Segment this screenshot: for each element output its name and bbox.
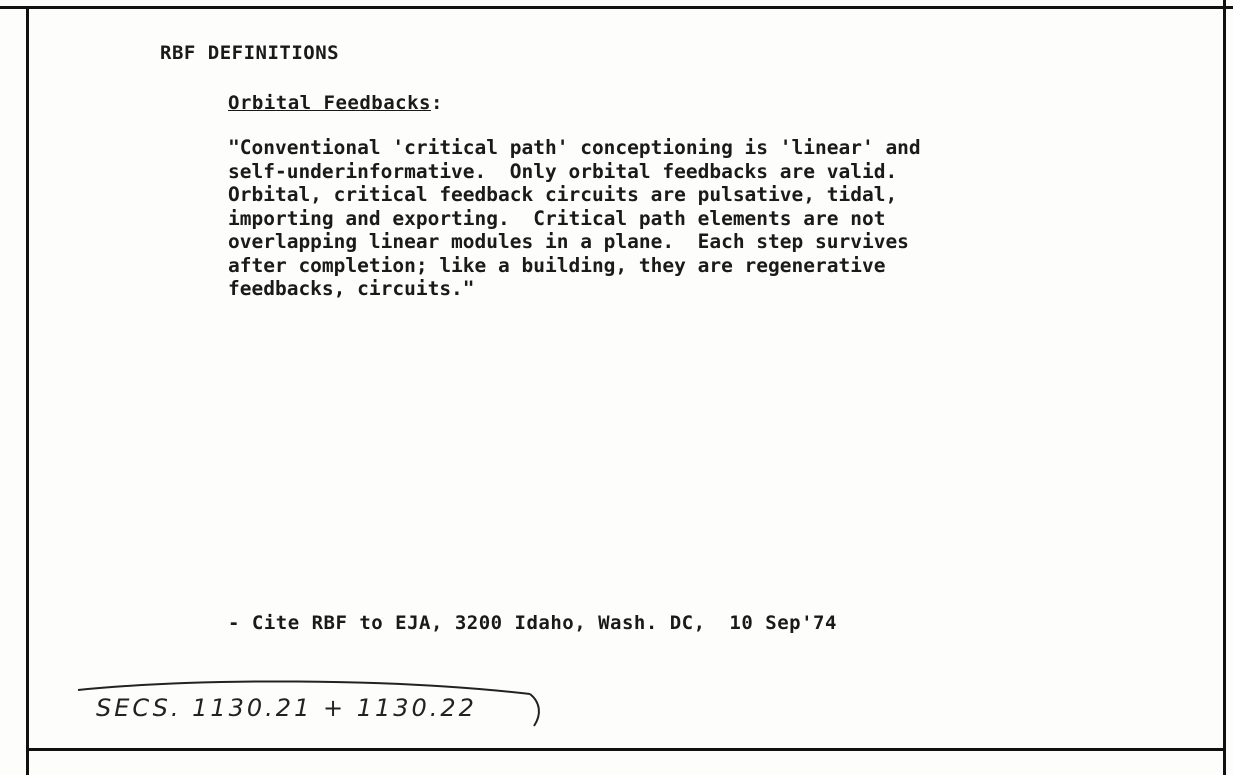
quote-line: overlapping linear modules in a plane. Each step survives — [228, 230, 909, 253]
quote-line: after completion; like a building, they are regenerative — [228, 253, 886, 277]
quote-line: self-underinformative. Only orbital feedbacks are valid. — [228, 159, 898, 183]
handwritten-note-text: SECS. 1130.21 + 1130.22 — [96, 694, 477, 722]
card-border-left — [26, 6, 29, 775]
quote-line: feedbacks, circuits." — [228, 277, 475, 300]
card-border-top — [0, 6, 1233, 9]
handwritten-note — [60, 676, 580, 736]
definition-quote — [228, 136, 1128, 301]
card-heading: RBF DEFINITIONS — [160, 42, 340, 64]
quote-line: importing and exporting. Critical path elements are not — [228, 206, 886, 230]
term-title-colon: : — [430, 92, 443, 114]
card-border-bottom — [26, 748, 1226, 751]
term-title-text: Orbital Feedbacks — [228, 92, 431, 114]
quote-line: Orbital, critical feedback circuits are pulsative, tidal, — [228, 183, 898, 206]
card-border-right — [1223, 0, 1226, 775]
citation-line: - Cite RBF to EJA, 3200 Idaho, Wash. DC, 10 Sep'74 — [228, 612, 837, 634]
term-title — [228, 92, 443, 114]
quote-line: "Conventional 'critical path' conceptioning is 'linear' and — [228, 136, 921, 159]
